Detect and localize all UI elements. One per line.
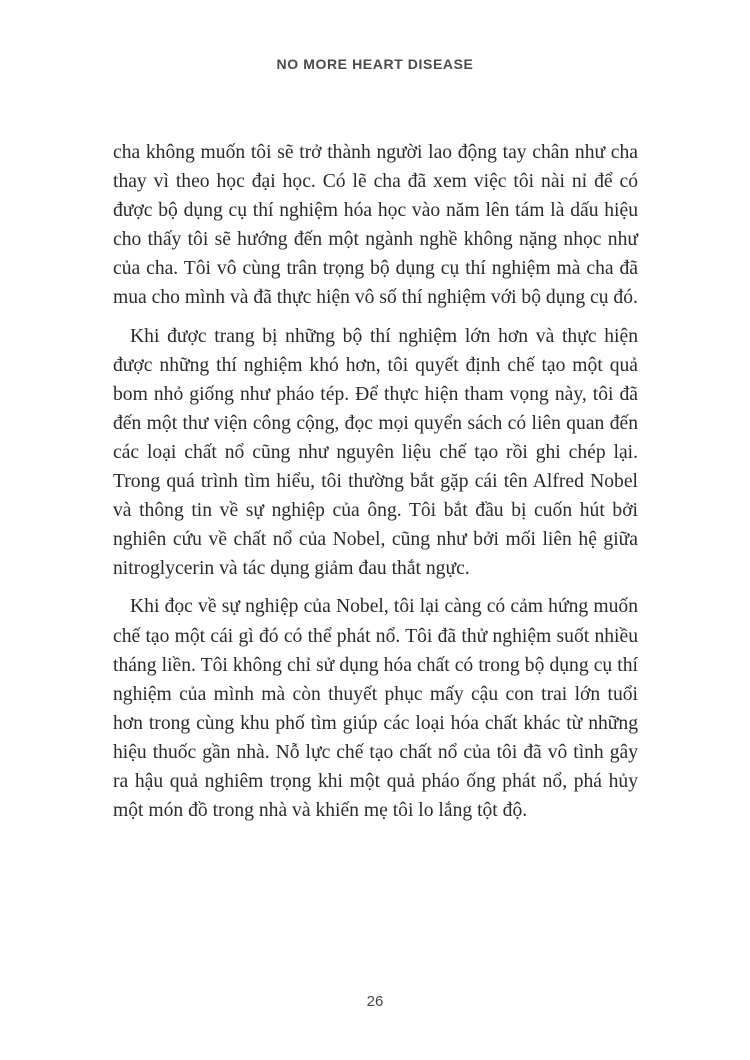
paragraph-2: Khi được trang bị những bộ thí nghiệm lớn hơn và thực hiện được những thí nghiệm khó hơn, tôi quyết định chế tạo một quả bom nhỏ giống như pháo tép. Để thực hiện tham vọng này, tôi đã đến một thư viện công cộng, đọc mọi quyển sách có liên quan đến các loại chất nổ cũng như nguyên liệu chế tạo rồi ghi chép lại. Trong quá trình tìm hiểu, tôi thường bắt gặp cái tên Alfred Nobel và thông tin về sự nghiệp của ông. Tôi bắt đầu bị cuốn hút bởi nghiên cứu về chất nổ của Nobel, cũng như bởi mối liên hệ giữa nitroglycerin và tác dụng giảm đau thắt ngực. <box>113 325 638 580</box>
paragraph-1: cha không muốn tôi sẽ trở thành người lao động tay chân như cha thay vì theo học đại học. Có lẽ cha đã xem việc tôi nài nỉ để có được bộ dụng cụ thí nghiệm hóa học vào năm lên tám là dấu hiệu cho thấy tôi sẽ hướng đến một ngành nghề không nặng nhọc như của cha. Tôi vô cùng trân trọng bộ dụng cụ thí nghiệm mà cha đã mua cho mình và đã thực hiện vô số thí nghiệm với bộ dụng cụ đó. <box>113 142 638 309</box>
body-text <box>113 138 638 834</box>
paragraph-3: Khi đọc về sự nghiệp của Nobel, tôi lại càng có cảm hứng muốn chế tạo một cái gì đó có thể phát nổ. Tôi đã thử nghiệm suốt nhiều tháng liền. Tôi không chỉ sử dụng hóa chất có trong bộ dụng cụ thí nghiệm của mình mà còn thuyết phục mấy cậu con trai lớn tuổi hơn trong cùng khu phố tìm giúp các loại hóa chất khác từ những hiệu thuốc gần nhà. Nỗ lực chế tạo chất nổ của tôi đã vô tình gây ra hậu quả nghiêm trọng khi một quả pháo ống phát nổ, phá hủy một món đồ trong nhà và khiến mẹ tôi lo lắng tột độ. <box>113 596 638 822</box>
running-title: NO MORE HEART DISEASE <box>276 56 474 72</box>
page-number: 26 <box>366 993 384 1010</box>
